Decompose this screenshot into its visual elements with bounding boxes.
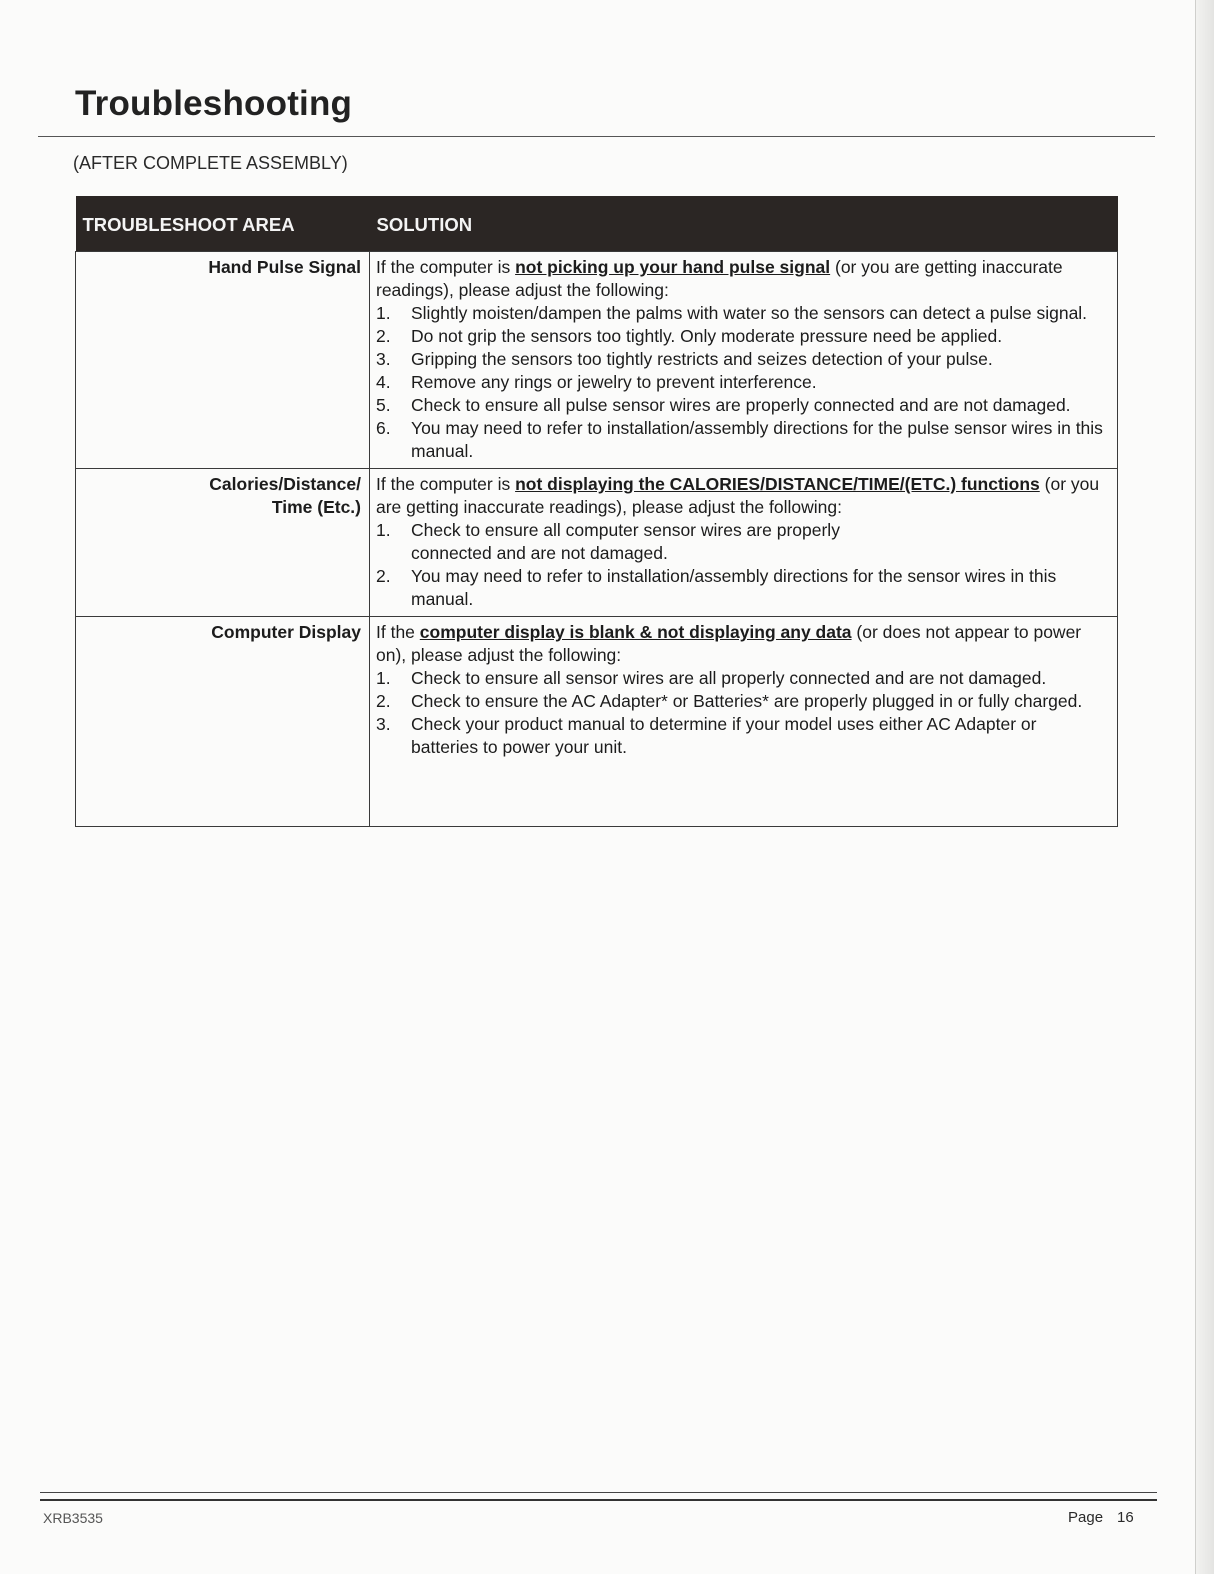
page-title: Troubleshooting xyxy=(75,84,353,123)
solution-intro xyxy=(376,256,1107,302)
step-text: Remove any rings or jewelry to prevent interference. xyxy=(411,372,817,392)
step-number: 3. xyxy=(376,714,391,734)
area-calories-distance-time xyxy=(76,469,370,617)
area-computer-display: Computer Display xyxy=(76,617,370,827)
footer-divider-thick xyxy=(40,1499,1157,1501)
intro-text: (or does not appear to power on), please adjust the following: xyxy=(376,622,1082,665)
list-item xyxy=(376,371,1107,394)
intro-text: (or you are getting inaccurate readings), please adjust the following: xyxy=(376,257,1063,300)
step-text: Do not grip the sensors too tightly. Only moderate pressure need be applied. xyxy=(411,326,1003,346)
area-hand-pulse-signal: Hand Pulse Signal xyxy=(76,252,370,469)
solution-steps xyxy=(376,667,1107,759)
emphasis-text: not displaying the CALORIES/DISTANCE/TIME/(ETC.) functions xyxy=(515,474,1040,494)
step-number: 1. xyxy=(376,668,391,688)
solution-intro xyxy=(376,621,1107,667)
emphasis-text: computer display is blank & not displaying any data xyxy=(419,622,852,642)
troubleshooting-table xyxy=(75,196,1118,827)
solution-cell xyxy=(370,252,1118,469)
step-text: You may need to refer to installation/assembly directions for the pulse sensor wires in this manual. xyxy=(411,418,1103,461)
step-number: 2. xyxy=(376,691,391,711)
step-text: Check to ensure all sensor wires are all properly connected and are not damaged. xyxy=(411,668,1047,688)
intro-text: If the computer is xyxy=(376,474,516,494)
step-text: You may need to refer to installation/assembly directions for the sensor wires in this manual. xyxy=(411,566,1057,609)
list-item xyxy=(376,302,1107,325)
table-header-row xyxy=(76,196,1118,252)
solution-cell xyxy=(370,617,1118,827)
list-item xyxy=(376,394,1107,417)
title-divider xyxy=(38,136,1155,137)
solution-cell xyxy=(370,469,1118,617)
step-number: 2. xyxy=(376,566,391,586)
intro-text: If the xyxy=(376,622,420,642)
step-text: Gripping the sensors too tightly restricts and seizes detection of your pulse. xyxy=(411,349,993,369)
model-number: XRB3535 xyxy=(43,1510,103,1526)
list-item xyxy=(376,417,1107,463)
list-item xyxy=(376,565,1107,611)
step-text: Check to ensure all pulse sensor wires are properly connected and are not damaged. xyxy=(411,395,1071,415)
list-item xyxy=(376,667,1107,690)
scan-page-edge xyxy=(1195,0,1214,1574)
page-number-value: 16 xyxy=(1117,1509,1134,1526)
table-row xyxy=(76,469,1118,617)
step-text: Check your product manual to determine if your model uses either AC Adapter or batteries to power your unit. xyxy=(411,714,1037,757)
step-number: 5. xyxy=(376,395,391,415)
list-item xyxy=(376,690,1107,713)
page-label: Page xyxy=(1068,1509,1104,1526)
table-row xyxy=(76,252,1118,469)
solution-steps xyxy=(376,519,1107,611)
page-number xyxy=(1068,1509,1134,1526)
step-text: Check to ensure all computer sensor wires are properly connected and are not damaged. xyxy=(411,520,840,563)
header-solution: SOLUTION xyxy=(370,196,1118,252)
step-text: Slightly moisten/dampen the palms with water so the sensors can detect a pulse signal. xyxy=(411,303,1088,323)
emphasis-text: not picking up your hand pulse signal xyxy=(515,257,831,277)
header-troubleshoot-area: TROUBLESHOOT AREA xyxy=(76,196,370,252)
list-item xyxy=(376,713,1107,759)
area-label-line: Calories/Distance/ xyxy=(209,474,361,494)
step-number: 6. xyxy=(376,418,391,438)
list-item xyxy=(376,325,1107,348)
footer-divider xyxy=(40,1492,1157,1493)
list-item xyxy=(376,519,1107,565)
solution-intro xyxy=(376,473,1107,519)
step-number: 4. xyxy=(376,372,391,392)
solution-steps xyxy=(376,302,1107,463)
table-row xyxy=(76,617,1118,827)
step-number: 1. xyxy=(376,520,391,540)
page-subtitle: (AFTER COMPLETE ASSEMBLY) xyxy=(73,153,348,173)
step-text: Check to ensure the AC Adapter* or Batteries* are properly plugged in or fully charged. xyxy=(411,691,1083,711)
intro-text: (or you are getting inaccurate readings), please adjust the following: xyxy=(376,474,1100,517)
area-label-line: Time (Etc.) xyxy=(271,497,361,517)
intro-text: If the computer is xyxy=(376,257,516,277)
step-number: 2. xyxy=(376,326,391,346)
step-number: 3. xyxy=(376,349,391,369)
list-item xyxy=(376,348,1107,371)
step-number: 1. xyxy=(376,303,391,323)
